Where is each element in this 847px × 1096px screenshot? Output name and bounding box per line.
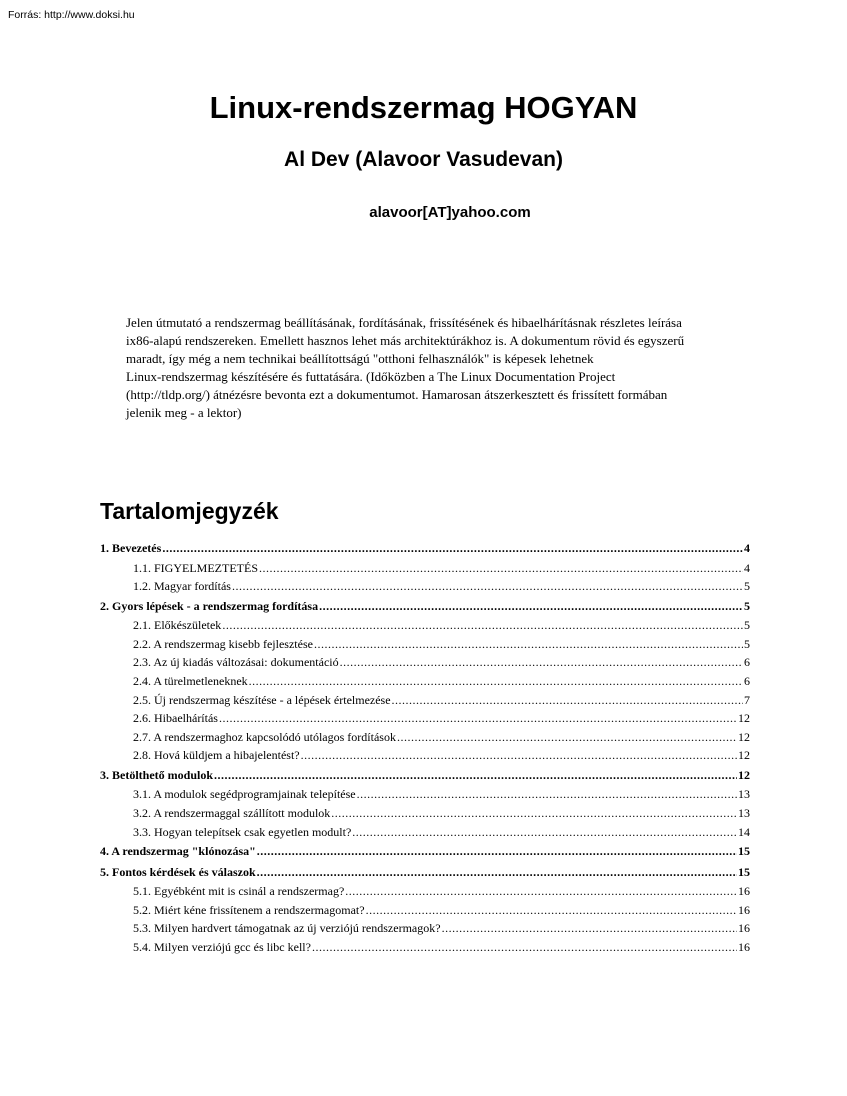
toc-entry-page[interactable]: 15 bbox=[738, 844, 750, 859]
toc-entry[interactable] bbox=[100, 653, 750, 672]
toc-dot-leader bbox=[257, 862, 737, 883]
toc-entry-label[interactable]: 2.7. A rendszermaghoz kapcsolódó utólagos fordítások bbox=[133, 729, 396, 744]
toc-entry-page[interactable]: 4 bbox=[744, 541, 750, 555]
toc-dot-leader bbox=[214, 765, 737, 786]
toc-entry-label[interactable]: 3. Betölthető modulok bbox=[100, 767, 214, 782]
toc-entry-label[interactable]: 2.4. A türelmetleneknek bbox=[133, 673, 248, 688]
toc-entry-label[interactable]: 1. Bevezetés bbox=[100, 541, 162, 555]
toc-entry[interactable] bbox=[100, 709, 750, 728]
toc-dot-leader bbox=[397, 728, 737, 747]
toc-entry[interactable] bbox=[100, 765, 750, 786]
toc-dot-leader bbox=[331, 804, 737, 823]
abstract-line: ix86-alapú rendszereken. Emellett hasznos lehet más architektúrákhoz is. A dokumentum rövid és egyszerű bbox=[126, 332, 685, 348]
toc-dot-leader bbox=[366, 901, 737, 920]
toc-entry-page[interactable]: 12 bbox=[738, 711, 750, 726]
toc-entry[interactable] bbox=[100, 577, 750, 596]
toc-dot-leader bbox=[357, 785, 737, 804]
toc-entry[interactable] bbox=[100, 746, 750, 765]
toc-entry-label[interactable]: 1.2. Magyar fordítás bbox=[133, 579, 231, 594]
toc-entry-label[interactable]: 1.1. FIGYELMEZTETÉS bbox=[133, 560, 258, 575]
toc-dot-leader bbox=[249, 672, 743, 691]
toc-entry-page[interactable]: 5 bbox=[744, 579, 750, 594]
toc-entry[interactable] bbox=[100, 559, 750, 578]
toc-entry-page[interactable]: 12 bbox=[738, 729, 750, 744]
toc-entry[interactable] bbox=[100, 728, 750, 747]
toc-entry-label[interactable]: 3.2. A rendszermaggal szállított modulok bbox=[133, 806, 331, 821]
abstract-line: jelenik meg - a lektor) bbox=[126, 404, 242, 420]
toc-dot-leader bbox=[319, 596, 743, 617]
toc-entry[interactable] bbox=[100, 691, 750, 710]
toc-entry-label[interactable]: 2.5. Új rendszermag készítése - a lépések értelmezése bbox=[133, 692, 391, 707]
toc-dot-leader bbox=[259, 559, 743, 578]
toc-entry-label[interactable]: 5.1. Egyébként mit is csinál a rendszermag? bbox=[133, 884, 345, 899]
abstract bbox=[126, 314, 726, 421]
toc-entry-label[interactable]: 2.3. Az új kiadás változásai: dokumentáció bbox=[133, 655, 339, 670]
toc-entry-page[interactable]: 13 bbox=[738, 787, 750, 802]
author-email: alavoor[AT]yahoo.com bbox=[369, 204, 531, 221]
toc-entry-label[interactable]: 5. Fontos kérdések és válaszok bbox=[100, 864, 256, 879]
toc-entry-page[interactable]: 16 bbox=[738, 902, 750, 917]
toc-entry[interactable] bbox=[100, 862, 750, 883]
toc-dot-leader bbox=[219, 709, 737, 728]
toc-entry[interactable] bbox=[100, 596, 750, 617]
toc-dot-leader bbox=[232, 577, 743, 596]
toc-entry[interactable] bbox=[100, 635, 750, 654]
toc-entry[interactable] bbox=[100, 841, 750, 862]
toc-entry-label[interactable]: 5.3. Milyen hardvert támogatnak az új verziójú rendszermagok? bbox=[133, 921, 441, 936]
document-title: Linux-rendszermag HOGYAN bbox=[209, 90, 638, 125]
abstract-line: (http://tldp.org/) átnézésre bevonta ezt a dokumentumot. Hamarosan átszerkesztett és frissített formában bbox=[126, 386, 668, 402]
toc-entry-label[interactable]: 2.8. Hová küldjem a hibajelentést? bbox=[133, 748, 300, 763]
toc-dot-leader bbox=[162, 538, 743, 559]
toc-entry-page[interactable]: 4 bbox=[744, 560, 750, 575]
toc-entry-label[interactable]: 3.1. A modulok segédprogramjainak telepítése bbox=[133, 787, 356, 802]
abstract-line: Jelen útmutató a rendszermag beállításának, fordításának, frissítésének és hibaelhárításnak részletes leírása bbox=[126, 315, 682, 330]
toc-entry[interactable] bbox=[100, 919, 750, 938]
toc-dot-leader bbox=[442, 919, 737, 938]
toc-entry[interactable] bbox=[100, 938, 750, 957]
abstract-line: maradt, így még a nem technikai beállítottságú "otthoni felhasználók" is képesek lehetnek bbox=[126, 350, 594, 366]
toc-entry-page[interactable]: 5 bbox=[744, 636, 750, 651]
author-name: Al Dev (Alavoor Vasudevan) bbox=[284, 148, 563, 171]
toc-entry[interactable] bbox=[100, 785, 750, 804]
toc-entry-label[interactable]: 5.4. Milyen verziójú gcc és libc kell? bbox=[133, 940, 311, 954]
toc-entry-label[interactable]: 4. A rendszermag "klónozása" bbox=[100, 844, 256, 859]
toc-entry-label[interactable]: 5.2. Miért kéne frissítenem a rendszermagomat? bbox=[133, 902, 365, 917]
toc-entry-page[interactable]: 12 bbox=[738, 748, 750, 763]
toc-entry[interactable] bbox=[100, 616, 750, 635]
toc-dot-leader bbox=[314, 635, 743, 654]
toc-entry-page[interactable]: 15 bbox=[738, 864, 750, 879]
toc-entry[interactable] bbox=[100, 901, 750, 920]
toc-dot-leader bbox=[352, 823, 737, 842]
toc-dot-leader bbox=[312, 938, 737, 957]
toc-entry-page[interactable]: 7 bbox=[744, 692, 750, 707]
toc-entry[interactable] bbox=[100, 672, 750, 691]
toc-entry-label[interactable]: 2.6. Hibaelhárítás bbox=[133, 711, 218, 726]
toc-entry-page[interactable]: 16 bbox=[738, 884, 750, 899]
toc-entry[interactable] bbox=[100, 804, 750, 823]
toc-entry[interactable] bbox=[100, 882, 750, 901]
toc-entry-label[interactable]: 2. Gyors lépések - a rendszermag fordítása bbox=[100, 598, 319, 613]
abstract-line: Linux-rendszermag készítésére és futtatására. (Időközben a The Linux Documentation Project bbox=[126, 368, 616, 384]
toc-entry-label[interactable]: 3.3. Hogyan telepítsek csak egyetlen modult? bbox=[133, 824, 352, 839]
table-of-contents bbox=[100, 538, 750, 957]
toc-dot-leader bbox=[340, 653, 743, 672]
toc-entry-page[interactable]: 5 bbox=[744, 618, 750, 633]
toc-entry-page[interactable]: 6 bbox=[744, 655, 750, 670]
toc-entry[interactable] bbox=[100, 823, 750, 842]
toc-dot-leader bbox=[345, 882, 737, 901]
toc-dot-leader bbox=[301, 746, 737, 765]
toc-entry[interactable] bbox=[100, 538, 750, 559]
toc-entry-page[interactable]: 16 bbox=[738, 921, 750, 936]
toc-entry-page[interactable]: 16 bbox=[738, 940, 750, 954]
toc-dot-leader bbox=[257, 841, 737, 862]
source-note: Forrás: http://www.doksi.hu bbox=[8, 9, 135, 21]
toc-dot-leader bbox=[222, 616, 743, 635]
toc-entry-label[interactable]: 2.2. A rendszermag kisebb fejlesztése bbox=[133, 636, 313, 651]
toc-entry-page[interactable]: 6 bbox=[744, 673, 750, 688]
toc-entry-page[interactable]: 5 bbox=[744, 598, 750, 613]
toc-entry-page[interactable]: 13 bbox=[738, 806, 750, 821]
toc-entry-page[interactable]: 12 bbox=[738, 767, 750, 782]
toc-entry-page[interactable]: 14 bbox=[738, 824, 750, 839]
toc-entry-label[interactable]: 2.1. Előkészületek bbox=[133, 618, 222, 633]
toc-dot-leader bbox=[392, 691, 743, 710]
toc-heading: Tartalomjegyzék bbox=[100, 498, 279, 524]
